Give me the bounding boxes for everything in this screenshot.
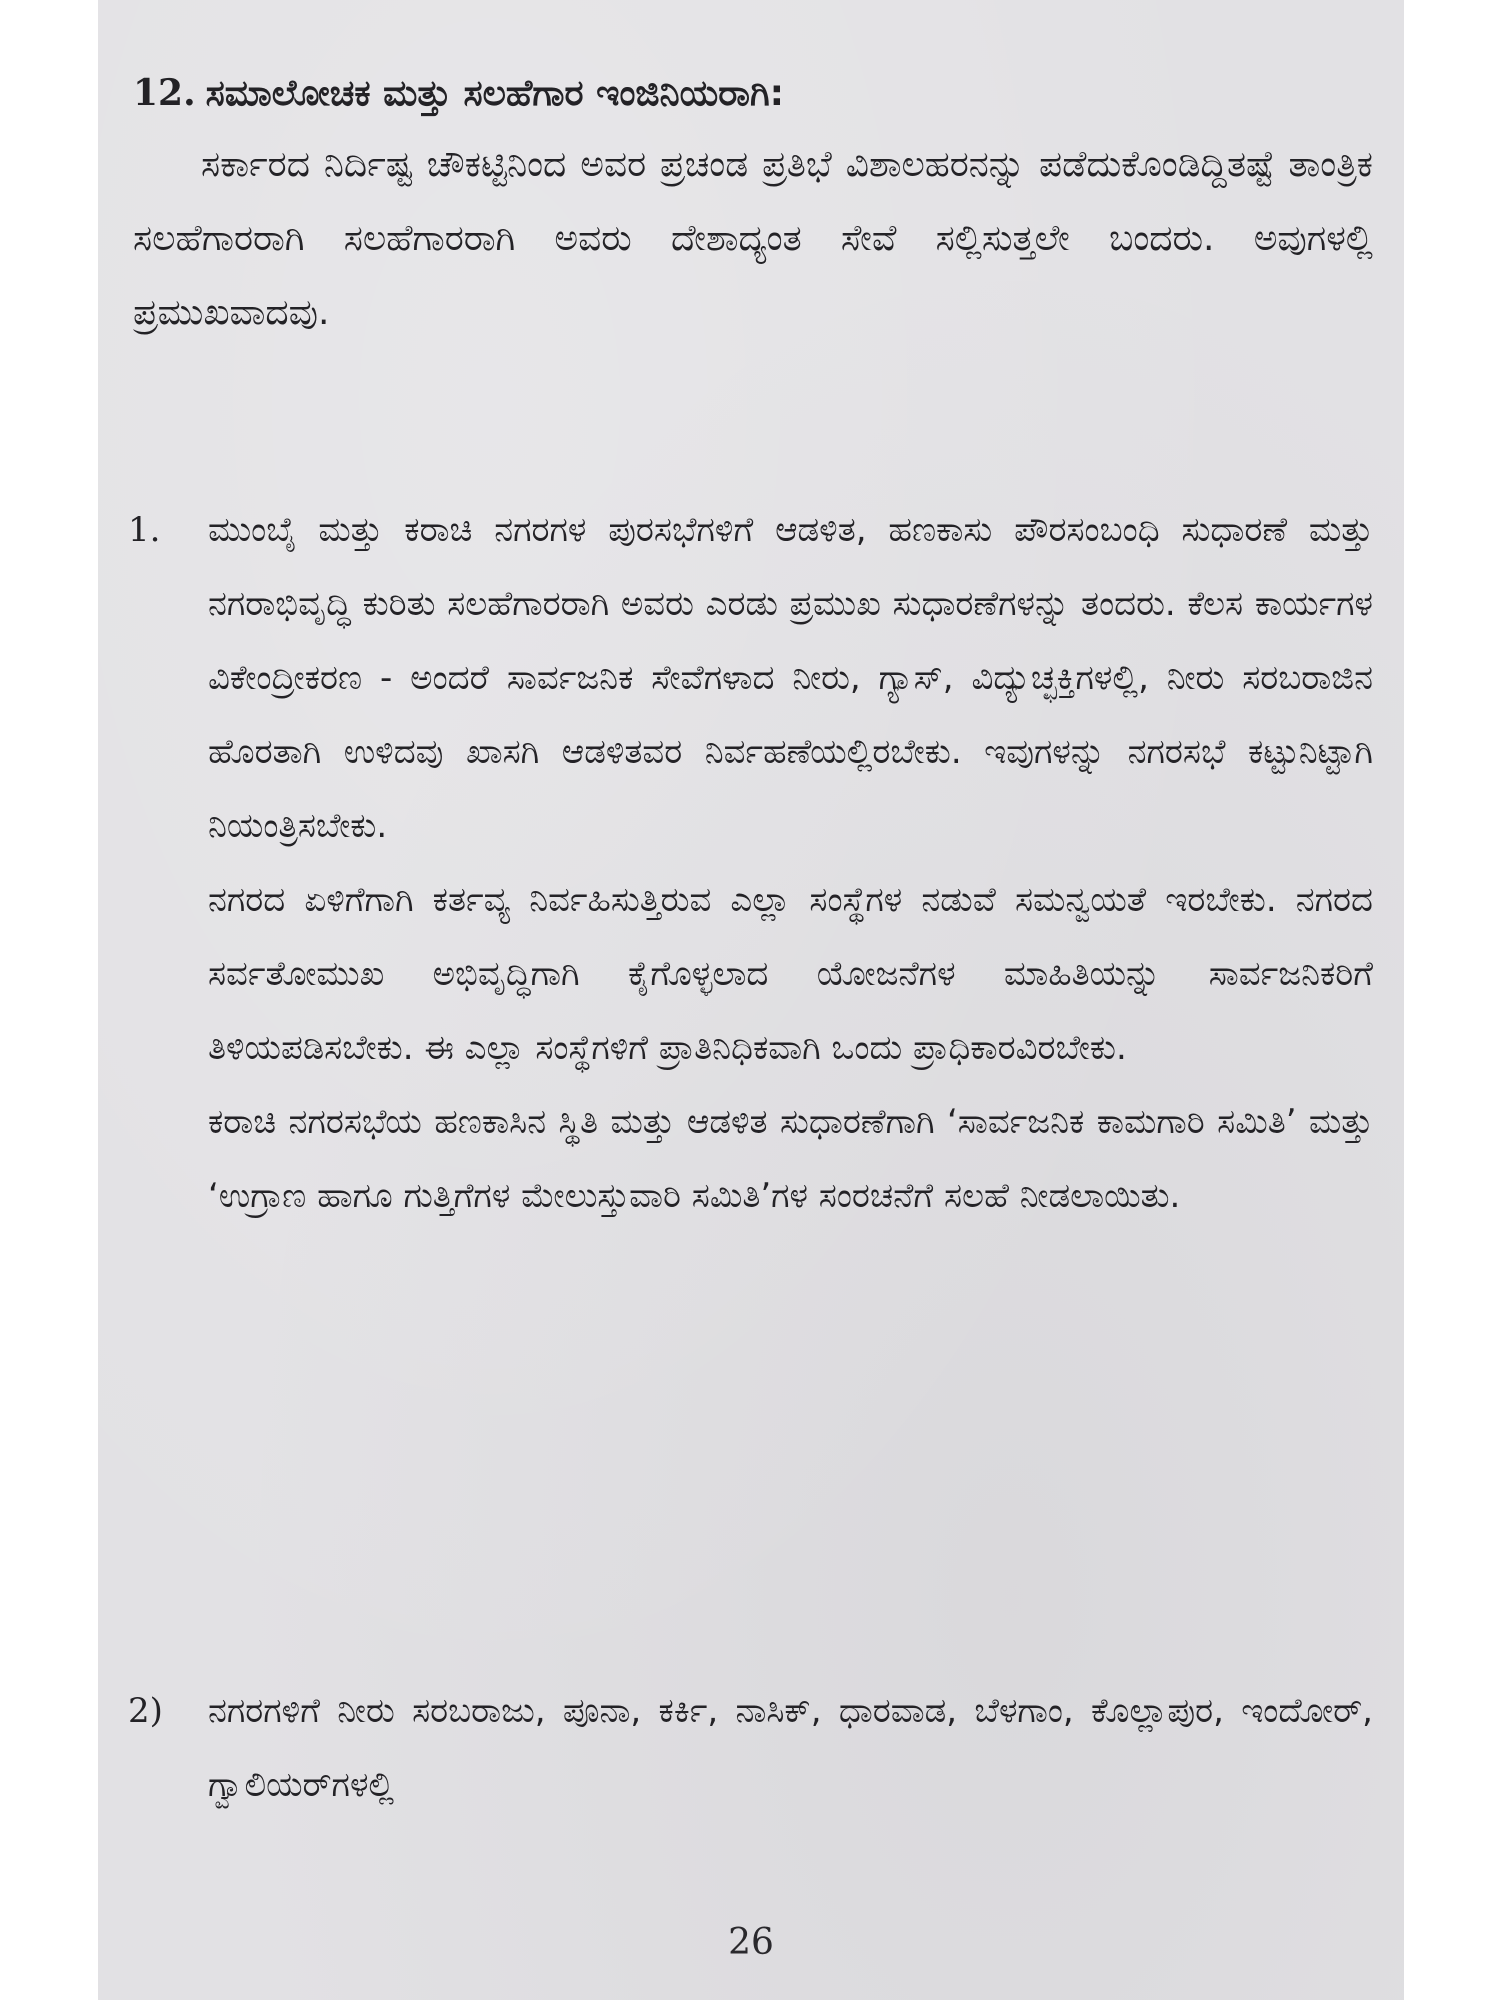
list-item-paragraph: ನಗರಗಳಿಗೆ ನೀರು ಸರಬರಾಜು, ಪೂನಾ, ಕರ್ಕಿ, ನಾಸಿಕ್, ಧಾರವಾಡ, ಬೆಳಗಾಂ, ಕೊಲ್ಲಾಪುರ, ಇಂದೋರ್, ಗ್ವಾಲಿಯರ್‌ಗಳಲ್ಲಿ: [208, 1691, 1373, 1805]
book-page: [98, 0, 1404, 2000]
list-item-marker: 2): [128, 1691, 163, 1731]
page-number: 26: [728, 1922, 774, 1963]
section-title: ಸಮಾಲೋಚಕ ಮತ್ತು ಸಲಹೆಗಾರ ಇಂಜಿನಿಯರಾಗಿ:: [205, 73, 785, 114]
list-item-body: [208, 493, 1373, 1233]
section-heading: [133, 62, 1373, 125]
list-item-paragraph: ನಗರದ ಏಳಿಗೆಗಾಗಿ ಕರ್ತವ್ಯ ನಿರ್ವಹಿಸುತ್ತಿರುವ ಎಲ್ಲಾ ಸಂಸ್ಥೆಗಳ ನಡುವೆ ಸಮನ್ವಯತೆ ಇರಬೇಕು. ನಗರದ ಸರ್ವತೋಮುಖ ಅಭಿವೃದ್ಧಿಗಾಗಿ ಕೈಗೊಳ್ಳಲಾದ ಯೋಜನೆಗಳ ಮಾಹಿತಿಯನ್ನು ಸಾರ್ವಜನಿಕರಿಗೆ ತಿಳಿಯಪಡಿಸಬೇಕು. ಈ ಎಲ್ಲಾ ಸಂಸ್ಥೆಗಳಿಗೆ ಪ್ರಾತಿನಿಧಿಕವಾಗಿ ಒಂದು ಪ್ರಾಧಿಕಾರವಿರಬೇಕು.: [208, 880, 1373, 1068]
list-item-paragraph: ಕರಾಚಿ ನಗರಸಭೆಯ ಹಣಕಾಸಿನ ಸ್ಥಿತಿ ಮತ್ತು ಆಡಳಿತ ಸುಧಾರಣೆಗಾಗಿ ‘ಸಾರ್ವಜನಿಕ ಕಾಮಗಾರಿ ಸಮಿತಿ’ ಮತ್ತು ‘ಉಗ್ರಾಣ ಹಾಗೂ ಗುತ್ತಿಗೆಗಳ ಮೇಲುಸ್ತುವಾರಿ ಸಮಿತಿ’ಗಳ ಸಂರಚನೆಗೆ ಸಲಹೆ ನೀಡಲಾಯಿತು.: [208, 1102, 1373, 1216]
list-item-paragraph: ಮುಂಬೈ ಮತ್ತು ಕರಾಚಿ ನಗರಗಳ ಪುರಸಭೆಗಳಿಗೆ ಆಡಳಿತ, ಹಣಕಾಸು ಪೌರಸಂಬಂಧಿ ಸುಧಾರಣೆ ಮತ್ತು ನಗರಾಭಿವೃದ್ಧಿ ಕುರಿತು ಸಲಹೆಗಾರರಾಗಿ ಅವರು ಎರಡು ಪ್ರಮುಖ ಸುಧಾರಣೆಗಳನ್ನು ತಂದರು. ಕೆಲಸ ಕಾರ್ಯಗಳ ವಿಕೇಂದ್ರೀಕರಣ - ಅಂದರೆ ಸಾರ್ವಜನಿಕ ಸೇವೆಗಳಾದ ನೀರು, ಗ್ಯಾಸ್, ವಿದ್ಯುಚ್ಛಕ್ತಿಗಳಲ್ಲಿ, ನೀರು ಸರಬರಾಜಿನ ಹೊರತಾಗಿ ಉಳಿದವು ಖಾಸಗಿ ಆಡಳಿತವರ ನಿರ್ವಹಣೆಯಲ್ಲಿರಬೇಕು. ಇವುಗಳನ್ನು ನಗರಸಭೆ ಕಟ್ಟುನಿಟ್ಟಾಗಿ ನಿಯಂತ್ರಿಸಬೇಕು.: [208, 510, 1373, 846]
intro-paragraph: ಸರ್ಕಾರದ ನಿರ್ದಿಷ್ಟ ಚೌಕಟ್ಟಿನಿಂದ ಅವರ ಪ್ರಚಂಡ ಪ್ರತಿಭೆ ವಿಶಾಲಹರನನ್ನು ಪಡೆದುಕೊಂಡಿದ್ದಿತಷ್ಟೆ ತಾಂತ್ರಿಕ ಸಲಹೆಗಾರರಾಗಿ ಸಲಹೆಗಾರರಾಗಿ ಅವರು ದೇಶಾದ್ಯಂತ ಸೇವೆ ಸಲ್ಲಿಸುತ್ತಲೇ ಬಂದರು. ಅವುಗಳಲ್ಲಿ ಪ್ರಮುಖವಾದವು.: [133, 144, 1373, 333]
list-item-body: [208, 1674, 1373, 1822]
list-item-marker: 1.: [128, 510, 161, 550]
section-number: 12.: [133, 72, 196, 114]
